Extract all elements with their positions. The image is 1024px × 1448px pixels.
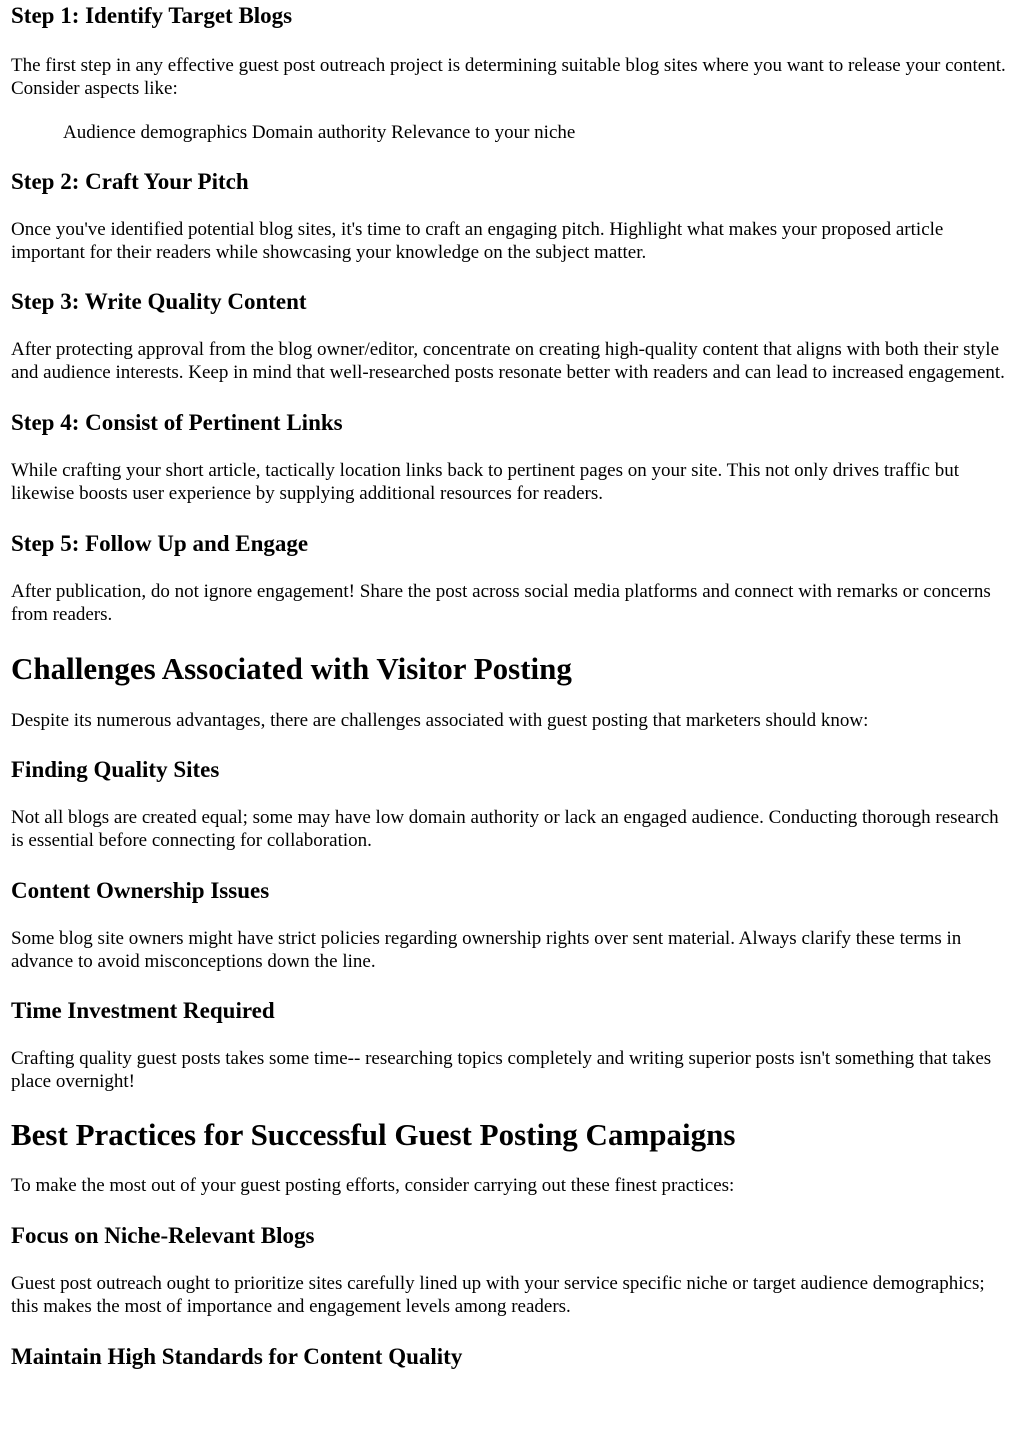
section-paragraph-step-5: After publication, do not ignore engagement! Share the post across social media platforms and connect with remarks or concerns from readers. [11, 581, 991, 625]
challenge-heading-finding-sites: Finding Quality Sites [11, 757, 220, 782]
practice-paragraph-niche: Guest post outreach ought to prioritize sites carefully lined up with your service specific niche or target audience demographics; this makes the most of importance and engagement levels among readers. [11, 1273, 985, 1317]
challenge-heading-ownership: Content Ownership Issues [11, 878, 270, 903]
section-heading-step-4: Step 4: Consist of Pertinent Links [11, 410, 343, 435]
section-paragraph-step-4: While crafting your short article, tactically location links back to pertinent pages on your site. This not only drives traffic but likewise boosts user experience by supplying additional resources for readers. [11, 460, 959, 504]
section-heading-step-3: Step 3: Write Quality Content [11, 289, 307, 314]
section-heading-step-1: Step 1: Identify Target Blogs [11, 3, 293, 28]
challenge-paragraph-ownership: Some blog site owners might have strict policies regarding ownership rights over sent material. Always clarify these terms in advance to avoid misconceptions down the line. [11, 928, 962, 972]
challenge-paragraph-time: Crafting quality guest posts takes some time-- researching topics completely and writing superior posts isn't something that takes place overnight! [11, 1048, 992, 1092]
best-practices-title: Best Practices for Successful Guest Posting Campaigns [11, 1117, 736, 1152]
practice-heading-niche: Focus on Niche-Relevant Blogs [11, 1223, 315, 1248]
challenge-heading-time: Time Investment Required [11, 998, 275, 1023]
section-paragraph-step-1: The first step in any effective guest post outreach project is determining suitable blog sites where you want to release your content. Consider aspects like: [11, 55, 1006, 99]
section-heading-step-5: Step 5: Follow Up and Engage [11, 531, 309, 556]
challenge-paragraph-finding-sites: Not all blogs are created equal; some may have low domain authority or lack an engaged audience. Conducting thorough research is essential before connecting for collaboration. [11, 807, 999, 851]
step-1-list-text: Audience demographics Domain authority Relevance to your niche [63, 122, 576, 143]
best-practices-intro: To make the most out of your guest posting efforts, consider carrying out these finest practices: [11, 1175, 735, 1196]
section-heading-step-2: Step 2: Craft Your Pitch [11, 169, 249, 194]
challenges-intro: Despite its numerous advantages, there are challenges associated with guest posting that marketers should know: [11, 710, 869, 731]
practice-heading-quality: Maintain High Standards for Content Quality [11, 1344, 463, 1369]
section-paragraph-step-2: Once you've identified potential blog sites, it's time to craft an engaging pitch. Highlight what makes your proposed article important for their readers while showcasing your knowledge on the subject matter. [11, 219, 944, 263]
article-body [0, 2, 1024, 1370]
challenges-title: Challenges Associated with Visitor Posting [11, 651, 572, 686]
section-paragraph-step-3: After protecting approval from the blog owner/editor, concentrate on creating high-quality content that aligns with both their style and audience interests. Keep in mind that well-researched posts resonate better with readers and can lead to increased engagement. [11, 339, 1005, 383]
